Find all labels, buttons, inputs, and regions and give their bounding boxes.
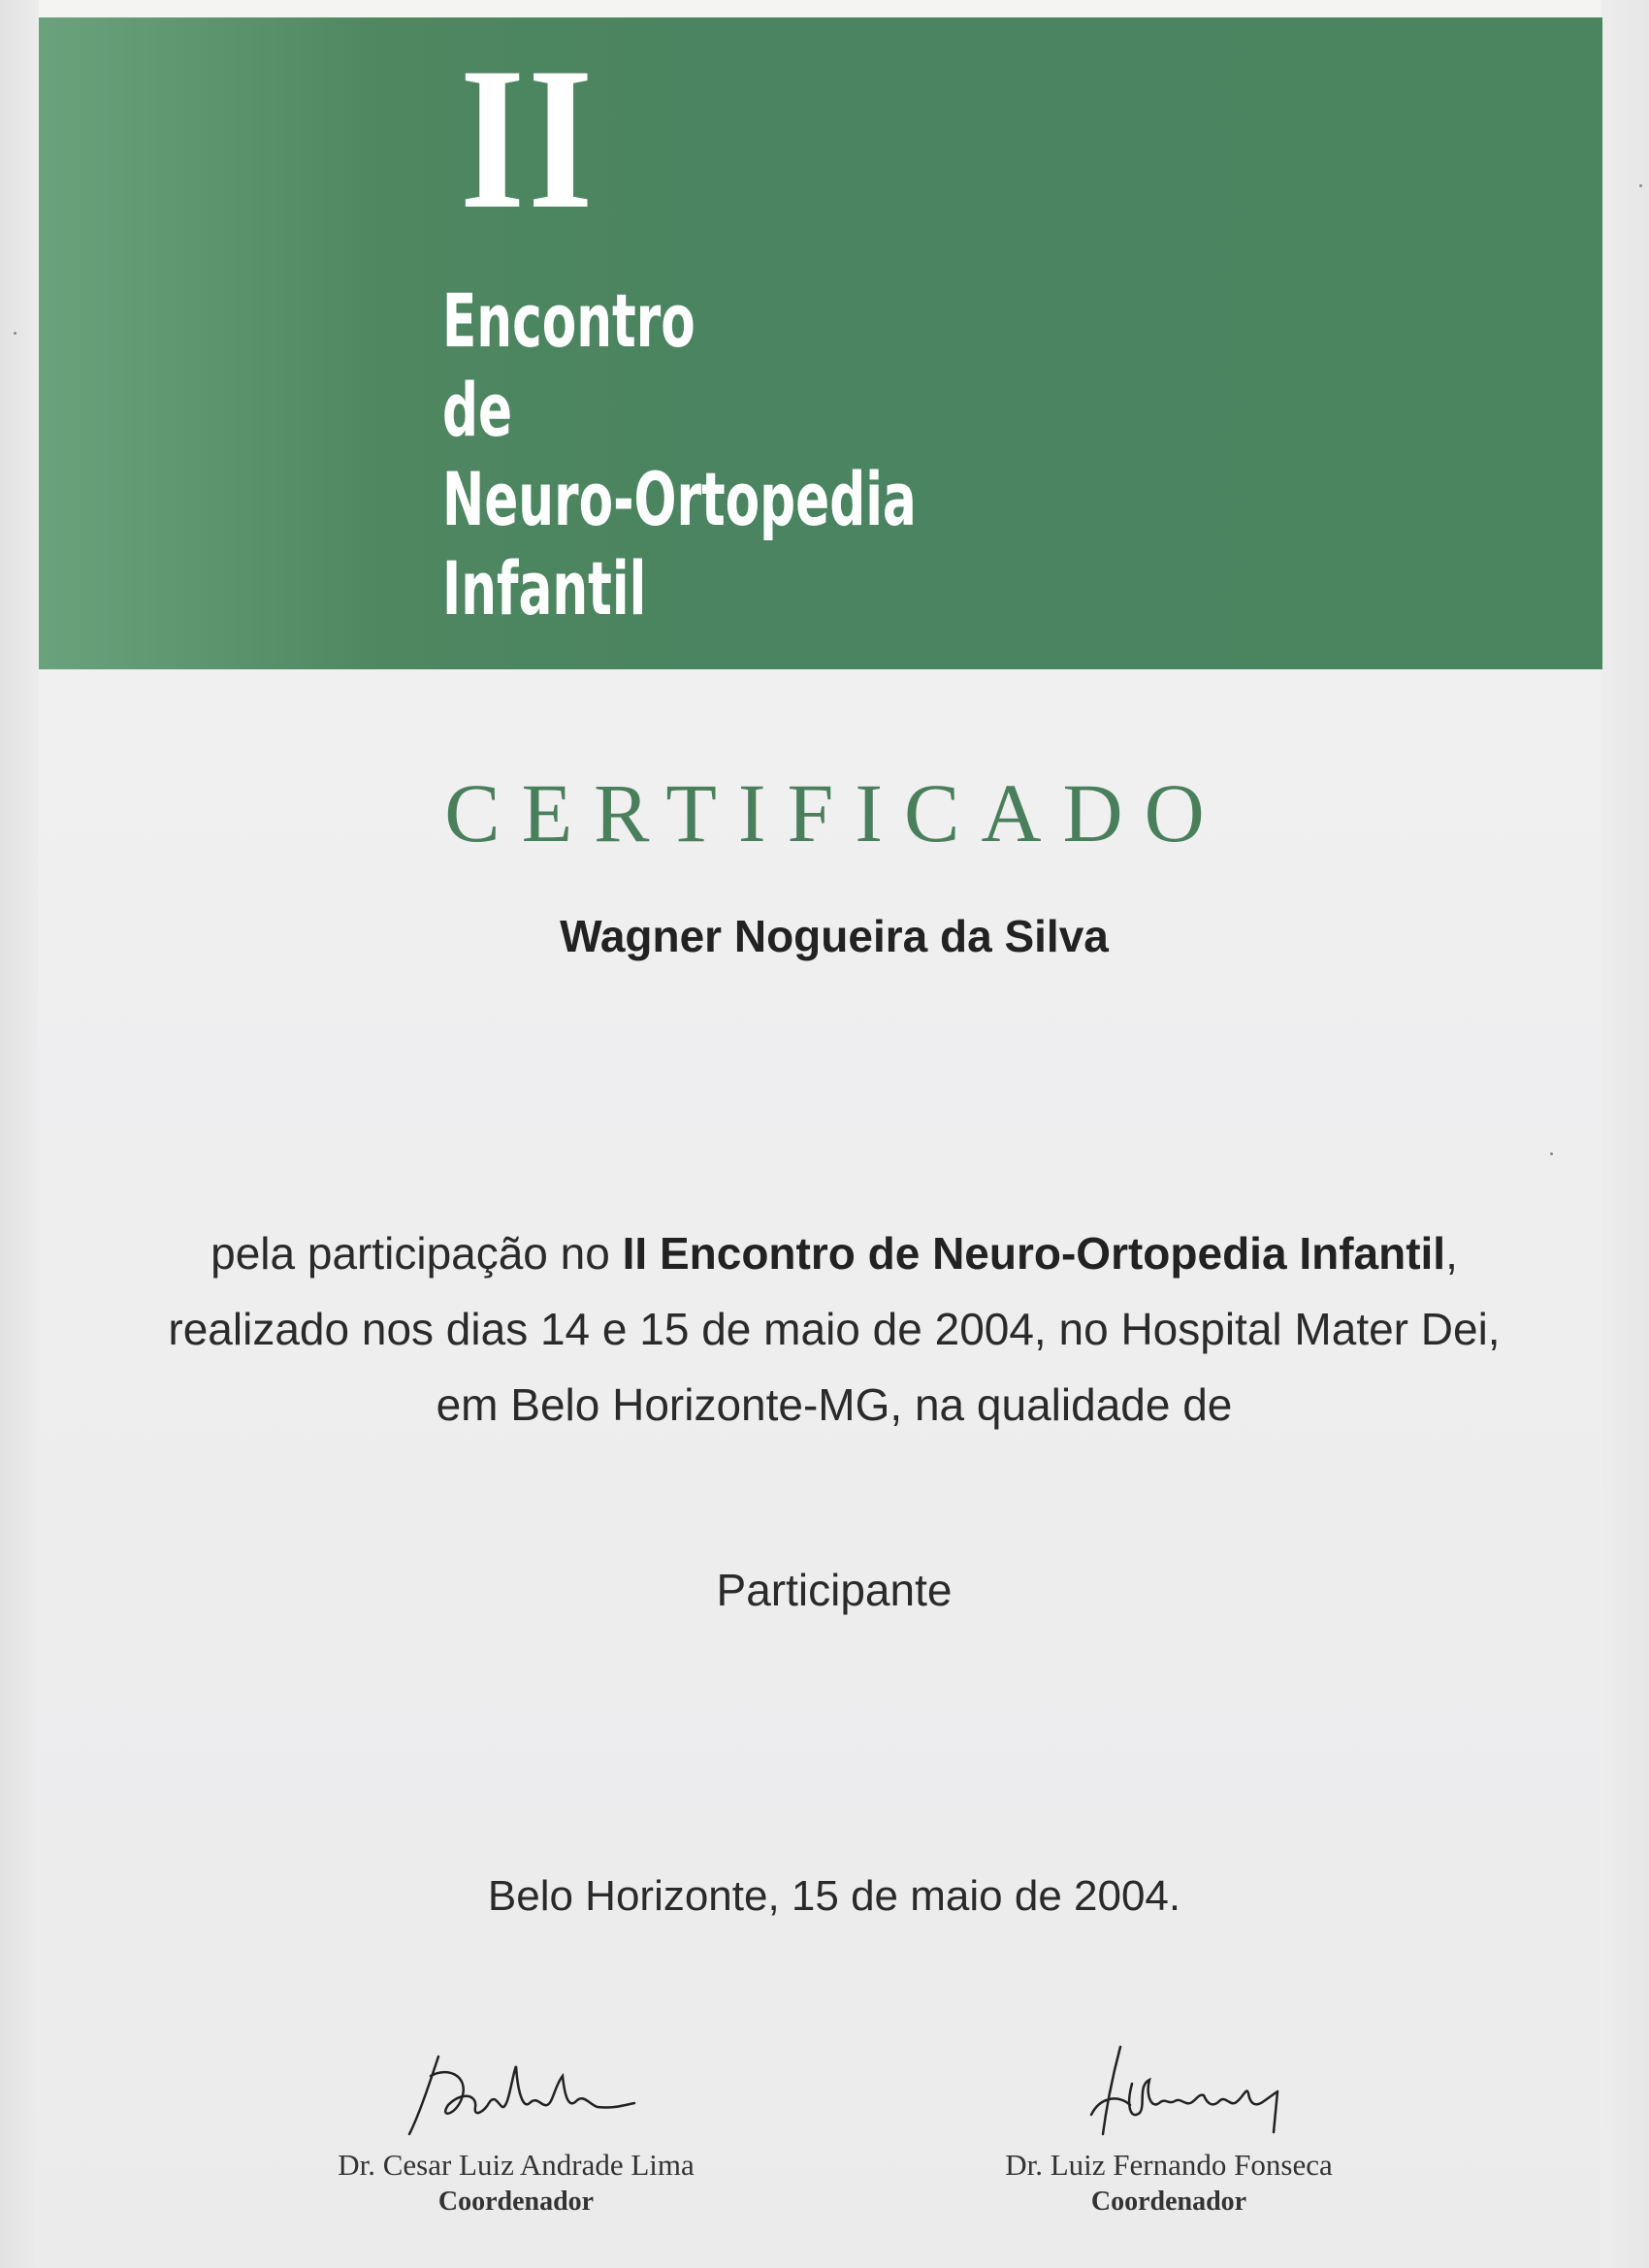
- scan-speck: [1550, 1152, 1553, 1155]
- body-line-1-prefix: pela participação no: [210, 1228, 623, 1279]
- place-date: Belo Horizonte, 15 de maio de 2004.: [487, 1872, 1181, 1920]
- event-title-line: de: [442, 367, 513, 453]
- event-title-line: Encontro: [442, 277, 695, 364]
- scan-speck: [14, 332, 16, 335]
- signature-block-right: [917, 2037, 1421, 2218]
- body-line-3: em Belo Horizonte-MG, na qualidade de: [436, 1379, 1233, 1430]
- recipient-name: Wagner Nogueira da Silva: [560, 911, 1109, 961]
- scan-speck: [1639, 184, 1642, 187]
- signature-block-left: [264, 2037, 768, 2218]
- handwritten-signature-right: [1023, 2037, 1314, 2144]
- certificate-heading: CERTIFICADO: [444, 766, 1226, 859]
- body-line-2: realizado nos dias 14 e 15 de maio de 2004, no Hospital Mater Dei,: [168, 1304, 1501, 1354]
- body-line-1-suffix: ,: [1445, 1228, 1458, 1279]
- event-title-line: Infantil: [442, 545, 647, 632]
- event-name-bold: II Encontro de Neuro-Ortopedia Infantil: [622, 1228, 1446, 1279]
- signatory-title-right: Coordenador: [1090, 2187, 1247, 2217]
- event-edition-numeral: II: [460, 26, 597, 251]
- paper-edge-left: [0, 0, 39, 2268]
- paper-edge-right: [1600, 0, 1649, 2268]
- signatory-title-left: Coordenador: [437, 2187, 595, 2217]
- certificate-body: [58, 1215, 1610, 1442]
- signatory-name-right: Dr. Luiz Fernando Fonseca: [1005, 2148, 1333, 2182]
- body-line-1: [58, 1215, 1610, 1291]
- signatory-name-left: Dr. Cesar Luiz Andrade Lima: [338, 2148, 695, 2182]
- handwritten-signature-left: [371, 2037, 662, 2144]
- participation-role: Participante: [716, 1565, 953, 1615]
- event-title-line: Neuro-Ortopedia: [442, 456, 917, 542]
- event-title: [442, 276, 917, 633]
